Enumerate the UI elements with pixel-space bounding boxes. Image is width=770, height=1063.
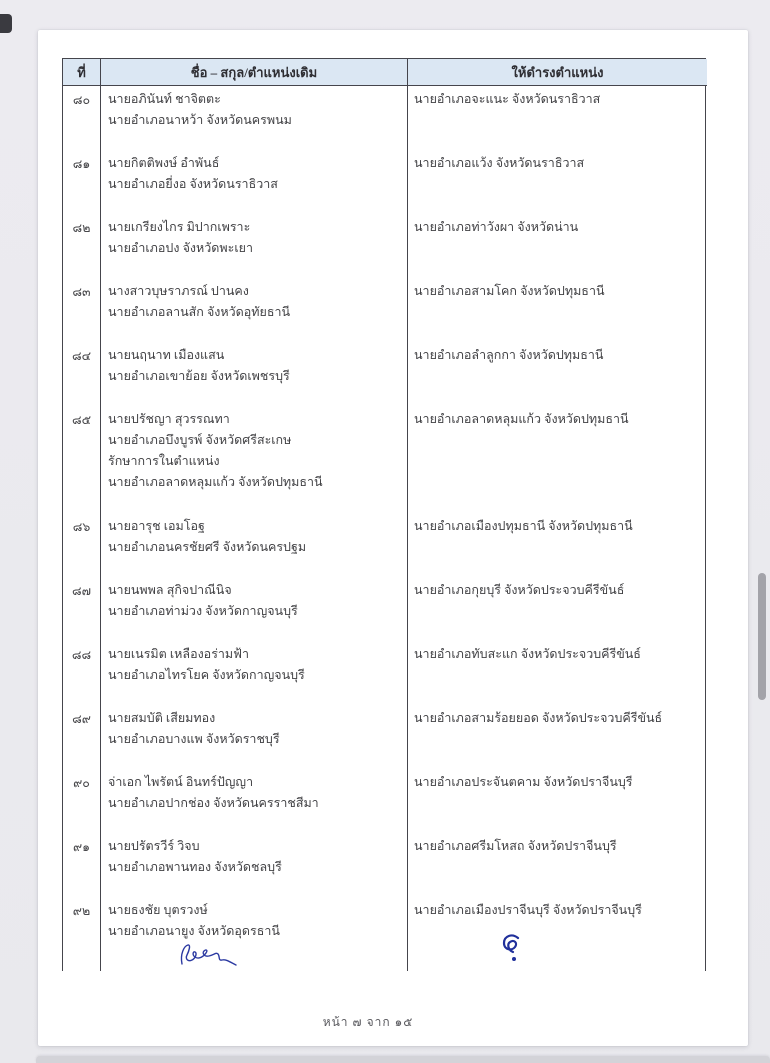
row-new-position — [408, 150, 707, 214]
row-number: ๘๗ — [63, 577, 101, 641]
table-row — [63, 214, 705, 278]
former-position-line: นายอำเภอลานสัก จังหวัดอุทัยธานี — [108, 305, 291, 319]
scrollbar-thumb[interactable] — [758, 573, 766, 700]
row-number: ๘๕ — [63, 406, 101, 513]
table-row — [63, 150, 705, 214]
table-row — [63, 406, 705, 513]
row-number: ๙๑ — [63, 833, 101, 897]
row-name-former-position — [101, 833, 408, 897]
former-position-line: นายนพพล สุกิจปาณีนิจ — [108, 583, 232, 597]
row-name-former-position — [101, 86, 408, 150]
former-position-line: นายนฤนาท เมืองแสน — [108, 348, 225, 362]
former-position-line: นายอำเภอเขาย้อย จังหวัดเพชรบุรี — [108, 369, 290, 383]
new-position-text: นายอำเภอสามร้อยยอด จังหวัดประจวบคีรีขันธ์ — [414, 711, 663, 725]
new-position-text: นายอำเภอเมืองปทุมธานี จังหวัดปทุมธานี — [414, 519, 633, 533]
row-new-position — [408, 705, 707, 769]
former-position-line: นายอำเภอบางแพ จังหวัดราชบุรี — [108, 732, 280, 746]
former-position-line: นายอำเภอนาหว้า จังหวัดนครพนม — [108, 113, 292, 127]
former-position-line: นายธงชัย บุตรวงษ์ — [108, 903, 208, 917]
screen-corner-chip — [0, 14, 12, 33]
former-position-line: นายอำเภอลาดหลุมแก้ว จังหวัดปทุมธานี — [108, 475, 323, 489]
table-row — [63, 769, 705, 833]
new-position-text: นายอำเภอท่าวังผา จังหวัดน่าน — [414, 220, 579, 234]
new-position-text: นายอำเภอลำลูกกา จังหวัดปทุมธานี — [414, 348, 604, 362]
former-position-line: นายอำเภอนครชัยศรี จังหวัดนครปฐม — [108, 540, 307, 554]
new-position-text: นายอำเภอทับสะแก จังหวัดประจวบคีรีขันธ์ — [414, 647, 641, 661]
row-new-position — [408, 342, 707, 406]
new-position-text: นายอำเภอศรีมโหสถ จังหวัดปราจีนบุรี — [414, 839, 617, 853]
row-new-position — [408, 406, 707, 513]
row-number: ๘๖ — [63, 513, 101, 577]
row-new-position — [408, 577, 707, 641]
row-new-position — [408, 278, 707, 342]
row-name-former-position — [101, 705, 408, 769]
former-position-line: นายอารุช เอมโอฐ — [108, 519, 205, 533]
assignment-table — [62, 58, 706, 971]
former-position-line: นายอำเภอนายูง จังหวัดอุดรธานี — [108, 924, 280, 938]
former-position-line: นายสมบัติ เสียมทอง — [108, 711, 216, 725]
former-position-line: นายเกรียงไกร มิปากเพราะ — [108, 220, 251, 234]
former-position-line: นายปรัชญา สุวรรณทา — [108, 412, 230, 426]
new-position-text: นายอำเภอกุยบุรี จังหวัดประจวบคีรีขันธ์ — [414, 583, 625, 597]
row-new-position — [408, 641, 707, 705]
row-number: ๘๘ — [63, 641, 101, 705]
row-name-former-position — [101, 897, 408, 971]
row-new-position — [408, 833, 707, 897]
former-position-line: นายอำเภอบึงบูรพ์ จังหวัดศรีสะเกษ — [108, 433, 292, 447]
table-row — [63, 86, 705, 150]
new-position-text: นายอำเภอจะแนะ จังหวัดนราธิวาส — [414, 92, 601, 106]
former-position-line: นายอำเภอปากช่อง จังหวัดนครราชสีมา — [108, 796, 319, 810]
row-name-former-position — [101, 641, 408, 705]
row-new-position — [408, 214, 707, 278]
table-row — [63, 342, 705, 406]
row-number: ๘๓ — [63, 278, 101, 342]
table-row — [63, 641, 705, 705]
former-position-line: นายอำเภอยี่งอ จังหวัดนราธิวาส — [108, 177, 278, 191]
row-new-position — [408, 897, 707, 971]
former-position-line: นายปรัตรวีร์ วิจบ — [108, 839, 200, 853]
row-new-position — [408, 769, 707, 833]
row-number: ๙๒ — [63, 897, 101, 971]
former-position-line: นายอำเภอพานทอง จังหวัดชลบุรี — [108, 860, 282, 874]
table-row — [63, 705, 705, 769]
handwritten-signature-ink — [176, 942, 242, 972]
header-name-former-position: ชื่อ – สกุล/ตำแหน่งเดิม — [101, 59, 408, 86]
row-number: ๘๒ — [63, 214, 101, 278]
row-new-position — [408, 513, 707, 577]
table-body — [63, 86, 705, 971]
table-row — [63, 577, 705, 641]
row-number: ๘๔ — [63, 342, 101, 406]
row-number: ๙๐ — [63, 769, 101, 833]
row-name-former-position — [101, 513, 408, 577]
header-new-position: ให้ดำรงตำแหน่ง — [408, 59, 707, 86]
new-position-text: นายอำเภอสามโคก จังหวัดปทุมธานี — [414, 284, 605, 298]
new-position-text: นายอำเภอลาดหลุมแก้ว จังหวัดปทุมธานี — [414, 412, 629, 426]
former-position-line: รักษาการในตำแหน่ง — [108, 454, 220, 468]
row-name-former-position — [101, 214, 408, 278]
handwritten-paraph-ink — [500, 932, 526, 970]
row-number: ๘๑ — [63, 150, 101, 214]
row-name-former-position — [101, 278, 408, 342]
row-name-former-position — [101, 769, 408, 833]
row-number: ๘๙ — [63, 705, 101, 769]
former-position-line: นายเนรมิต เหลืองอร่ามฟ้า — [108, 647, 250, 661]
new-position-text: นายอำเภอประจันตคาม จังหวัดปราจีนบุรี — [414, 775, 633, 789]
table-row — [63, 278, 705, 342]
row-new-position — [408, 86, 707, 150]
row-name-former-position — [101, 150, 408, 214]
new-position-text: นายอำเภอแว้ง จังหวัดนราธิวาส — [414, 156, 585, 170]
document-page — [38, 30, 748, 1046]
former-position-line: นางสาวบุษราภรณ์ ปานคง — [108, 284, 249, 298]
row-name-former-position — [101, 577, 408, 641]
row-name-former-position — [101, 342, 408, 406]
former-position-line: นายอภินันท์ ชาจิตตะ — [108, 92, 221, 106]
former-position-line: นายอำเภอไทรโยค จังหวัดกาญจนบุรี — [108, 668, 305, 682]
former-position-line: นายอำเภอท่าม่วง จังหวัดกาญจนบุรี — [108, 604, 298, 618]
row-number: ๘๐ — [63, 86, 101, 150]
new-position-text: นายอำเภอเมืองปราจีนบุรี จังหวัดปราจีนบุรี — [414, 903, 642, 917]
table-row — [63, 897, 705, 971]
next-page-edge — [36, 1056, 770, 1063]
former-position-line: จ่าเอก ไพรัตน์ อินทร์ปัญญา — [108, 775, 254, 789]
table-row — [63, 833, 705, 897]
table-header-row — [63, 59, 705, 86]
header-no: ที่ — [63, 59, 101, 86]
former-position-line: นายอำเภอปง จังหวัดพะเยา — [108, 241, 253, 255]
row-name-former-position — [101, 406, 408, 513]
table-row — [63, 513, 705, 577]
page-number-footer: หน้า ๗ จาก ๑๕ — [322, 1015, 414, 1029]
former-position-line: นายกิตติพงษ์ อำพันธ์ — [108, 156, 220, 170]
